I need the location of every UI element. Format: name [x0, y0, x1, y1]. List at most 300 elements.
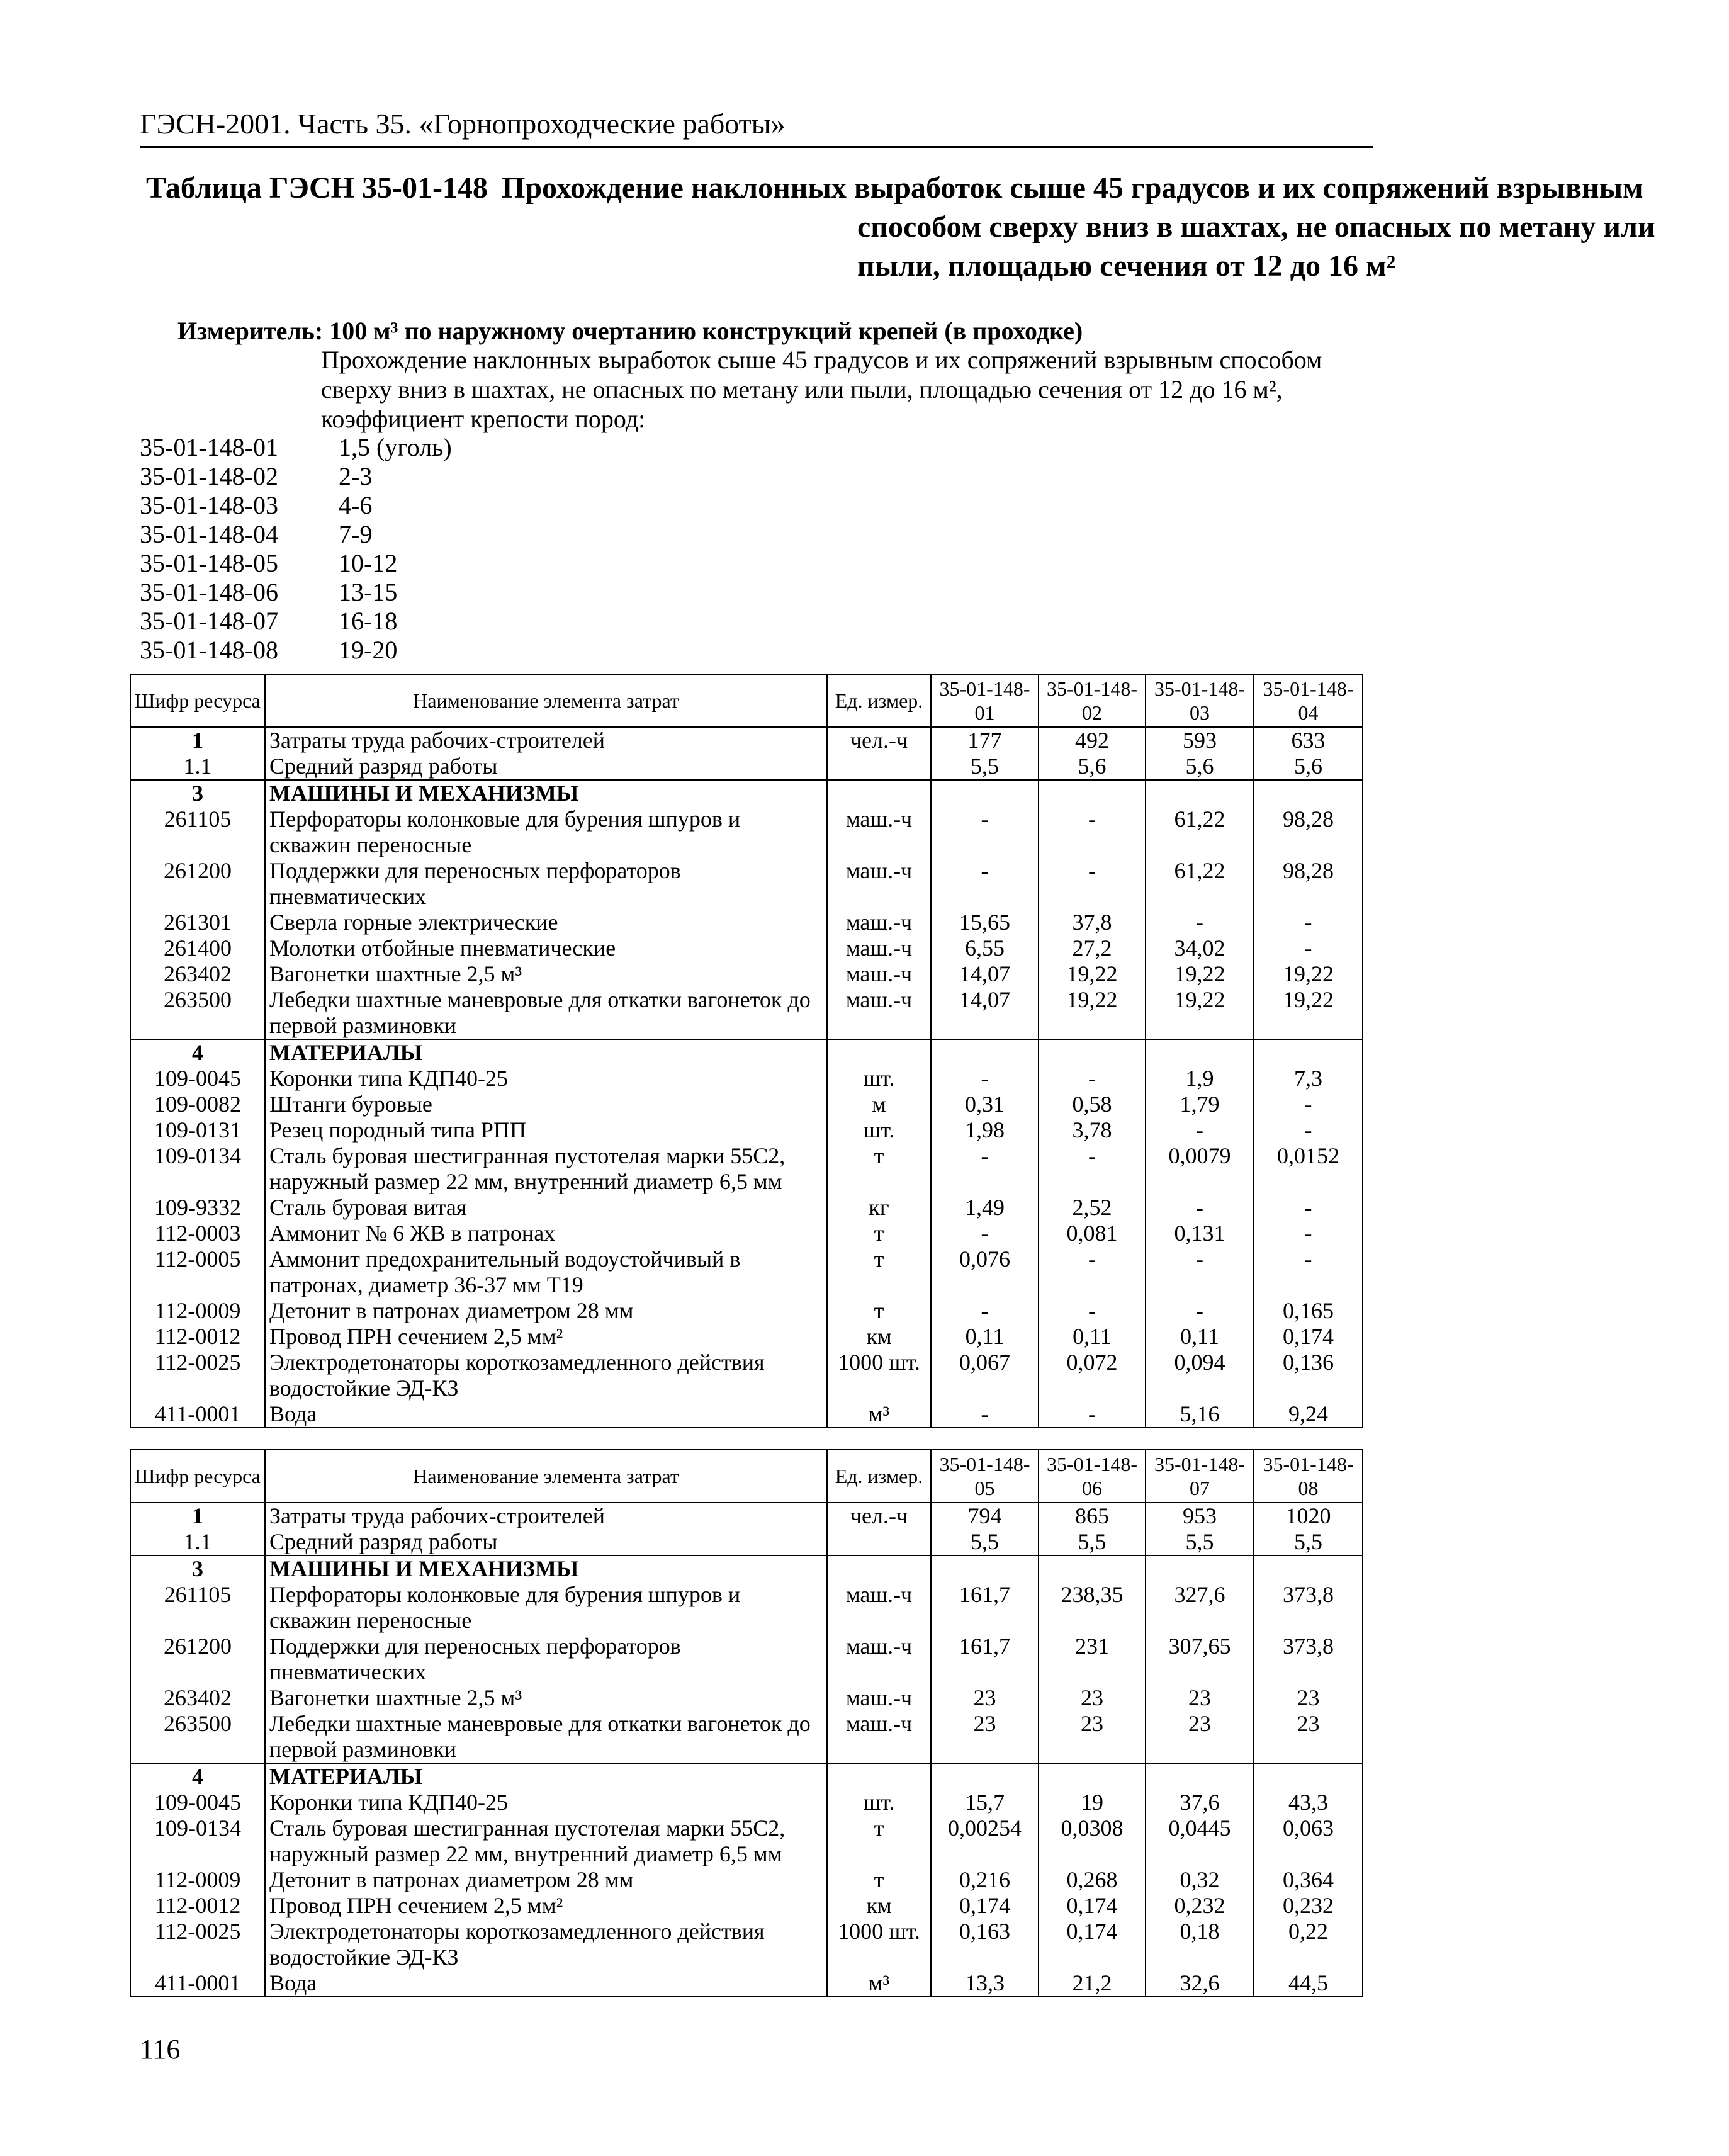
resource-unit: шт.	[827, 1790, 931, 1815]
norm-value: 0,063	[1254, 1815, 1363, 1867]
norm-value: -	[1039, 1246, 1146, 1298]
resource-unit: м	[827, 1092, 931, 1117]
code-list-item	[140, 636, 452, 665]
resource-unit: маш.-ч	[827, 1634, 931, 1685]
norm-value: 161,7	[931, 1634, 1039, 1685]
table-row	[130, 1401, 1363, 1428]
norm-value: 0,136	[1254, 1350, 1363, 1401]
norm-value	[931, 780, 1039, 806]
resource-name: Поддержки для переносных перфораторов пневматических	[265, 1634, 827, 1685]
table-row	[130, 1790, 1363, 1815]
resource-name: Затраты труда рабочих-строителей	[265, 1503, 827, 1529]
norm-value: 0,131	[1146, 1221, 1254, 1246]
resource-name: Поддержки для переносных перфораторов пневматических	[265, 858, 827, 910]
resource-unit: маш.-ч	[827, 806, 931, 858]
resource-unit: маш.-ч	[827, 1711, 931, 1763]
norm-value: 0,18	[1146, 1919, 1254, 1970]
norm-value	[931, 1039, 1039, 1066]
table-row	[130, 1634, 1363, 1685]
norm-value: 0,076	[931, 1246, 1039, 1298]
norm-value: -	[1146, 1246, 1254, 1298]
norm-value: 21,2	[1039, 1970, 1146, 1997]
resource-code: 263402	[130, 961, 265, 987]
norm-value: 13,3	[931, 1970, 1039, 1997]
norm-value: 19,22	[1039, 961, 1146, 987]
norm-value	[1039, 780, 1146, 806]
norm-value: 0,364	[1254, 1867, 1363, 1893]
resource-code: 1	[130, 1503, 265, 1529]
code-list-item	[140, 607, 452, 636]
resource-code: 411-0001	[130, 1401, 265, 1428]
norm-value: 0,072	[1039, 1350, 1146, 1401]
norm-code: 35-01-148-06	[140, 578, 278, 606]
rock-hardness-value: 7-9	[339, 520, 373, 548]
code-list-item	[140, 549, 452, 578]
resource-unit	[827, 1529, 931, 1555]
table-row	[130, 1195, 1363, 1221]
norm-value: 633	[1254, 727, 1363, 753]
norm-value: 0,0079	[1146, 1143, 1254, 1195]
resource-name: Коронки типа КДП40-25	[265, 1790, 827, 1815]
norm-value: 6,55	[931, 935, 1039, 961]
norm-code: 35-01-148-07	[140, 607, 278, 635]
norm-value: 0,11	[931, 1324, 1039, 1350]
rock-hardness-value: 16-18	[339, 607, 398, 635]
norm-value: 23	[1254, 1685, 1363, 1711]
header-col-2: 35-01-148-06	[1039, 1450, 1146, 1503]
norm-value: -	[1254, 935, 1363, 961]
norm-value: 1,49	[931, 1195, 1039, 1221]
norm-value: 865	[1039, 1503, 1146, 1529]
norm-value: 0,0445	[1146, 1815, 1254, 1867]
resource-name: МАТЕРИАЛЫ	[265, 1039, 827, 1066]
norm-value: 0,11	[1039, 1324, 1146, 1350]
resource-code: 112-0003	[130, 1221, 265, 1246]
table-row	[130, 1503, 1363, 1529]
resource-code: 1.1	[130, 753, 265, 780]
norm-value	[931, 1555, 1039, 1582]
resource-name: МАШИНЫ И МЕХАНИЗМЫ	[265, 1555, 827, 1582]
table-row	[130, 727, 1363, 753]
norm-value: 0,216	[931, 1867, 1039, 1893]
resource-code: 261200	[130, 1634, 265, 1685]
norm-value	[1039, 1039, 1146, 1066]
norm-value: 0,268	[1039, 1867, 1146, 1893]
norm-value: 23	[931, 1711, 1039, 1763]
norm-value: 23	[1039, 1711, 1146, 1763]
norm-value: 2,52	[1039, 1195, 1146, 1221]
resource-unit: т	[827, 1221, 931, 1246]
norm-value	[1254, 1039, 1363, 1066]
rock-hardness-value: 1,5 (уголь)	[339, 433, 452, 461]
resource-code: 261400	[130, 935, 265, 961]
resource-unit: кг	[827, 1195, 931, 1221]
resource-name: Коронки типа КДП40-25	[265, 1066, 827, 1092]
norm-value: 19,22	[1039, 987, 1146, 1039]
norm-value: 3,78	[1039, 1117, 1146, 1143]
norm-code: 35-01-148-02	[140, 462, 278, 490]
norm-value: 19,22	[1254, 987, 1363, 1039]
resource-unit: шт.	[827, 1117, 931, 1143]
header-code: Шифр ресурса	[130, 1450, 265, 1503]
resource-code: 109-0045	[130, 1066, 265, 1092]
norm-value: 5,5	[931, 753, 1039, 780]
resource-code: 112-0025	[130, 1350, 265, 1401]
table-row	[130, 1711, 1363, 1763]
resource-name: Провод ПРН сечением 2,5 мм²	[265, 1324, 827, 1350]
norm-value: 19,22	[1146, 961, 1254, 987]
header-name: Наименование элемента затрат	[265, 1450, 827, 1503]
norm-value: -	[931, 1221, 1039, 1246]
resource-name: Детонит в патронах диаметром 28 мм	[265, 1298, 827, 1324]
norm-value: 9,24	[1254, 1401, 1363, 1428]
header-name: Наименование элемента затрат	[265, 674, 827, 727]
norm-value: 98,28	[1254, 806, 1363, 858]
resource-name: Провод ПРН сечением 2,5 мм²	[265, 1893, 827, 1919]
table-row	[130, 1324, 1363, 1350]
resource-unit: км	[827, 1324, 931, 1350]
norm-value: -	[1039, 1401, 1146, 1428]
resource-unit: маш.-ч	[827, 1685, 931, 1711]
norm-value: 0,174	[1254, 1324, 1363, 1350]
norm-value: 32,6	[1146, 1970, 1254, 1997]
resource-name: Сталь буровая шестигранная пустотелая марки 55С2, наружный размер 22 мм, внутренний диаметр 6,5 мм	[265, 1143, 827, 1195]
norm-value: -	[1039, 858, 1146, 910]
code-list-item	[140, 462, 452, 491]
norm-value: 5,16	[1146, 1401, 1254, 1428]
table-row	[130, 1685, 1363, 1711]
resource-unit: м³	[827, 1401, 931, 1428]
norm-value: 0,32	[1146, 1867, 1254, 1893]
resource-unit	[827, 753, 931, 780]
table-row	[130, 1221, 1363, 1246]
resource-unit: т	[827, 1867, 931, 1893]
norm-value: 5,5	[1254, 1529, 1363, 1555]
norm-value: 19,22	[1146, 987, 1254, 1039]
resource-name: Перфораторы колонковые для бурения шпуров и скважин переносные	[265, 1582, 827, 1634]
resource-code: 112-0005	[130, 1246, 265, 1298]
norm-value: 37,8	[1039, 910, 1146, 935]
norm-value: 231	[1039, 1634, 1146, 1685]
norm-value: -	[1039, 1298, 1146, 1324]
norm-code: 35-01-148-08	[140, 636, 278, 664]
resource-code: 263402	[130, 1685, 265, 1711]
norm-value: 0,58	[1039, 1092, 1146, 1117]
header-unit: Ед. измер.	[827, 1450, 931, 1503]
resource-code: 1.1	[130, 1529, 265, 1555]
resource-code: 109-9332	[130, 1195, 265, 1221]
table-row	[130, 1092, 1363, 1117]
measure-unit: Измеритель: 100 м³ по наружному очертанию конструкций крепей (в проходке)	[177, 317, 1083, 345]
norm-value: 0,31	[931, 1092, 1039, 1117]
table-row	[130, 1582, 1363, 1634]
resource-unit: шт.	[827, 1066, 931, 1092]
table-row	[130, 780, 1363, 806]
norm-value	[1039, 1555, 1146, 1582]
header-col-4: 35-01-148-08	[1254, 1450, 1363, 1503]
norm-value: 5,6	[1254, 753, 1363, 780]
resource-unit: м³	[827, 1970, 931, 1997]
table-row	[130, 935, 1363, 961]
norm-value: -	[931, 858, 1039, 910]
resource-name: Сталь буровая витая	[265, 1195, 827, 1221]
table-row	[130, 806, 1363, 858]
code-list-item	[140, 578, 452, 607]
norm-value: 44,5	[1254, 1970, 1363, 1997]
table-row	[130, 1117, 1363, 1143]
table-row	[130, 1066, 1363, 1092]
norm-value: 0,00254	[931, 1815, 1039, 1867]
table-row	[130, 1763, 1363, 1790]
norm-value: 0,067	[931, 1350, 1039, 1401]
resource-code: 3	[130, 780, 265, 806]
resource-code: 261200	[130, 858, 265, 910]
norm-value: -	[1146, 1298, 1254, 1324]
resource-table-1	[130, 674, 1363, 1428]
table-row	[130, 858, 1363, 910]
resource-code: 109-0082	[130, 1092, 265, 1117]
resource-unit: т	[827, 1143, 931, 1195]
norm-value: 5,5	[931, 1529, 1039, 1555]
norm-value: 794	[931, 1503, 1039, 1529]
resource-code: 3	[130, 1555, 265, 1582]
resource-code: 109-0134	[130, 1815, 265, 1867]
header-rule	[140, 146, 1373, 148]
norm-value	[1039, 1763, 1146, 1790]
norm-value: 7,3	[1254, 1066, 1363, 1092]
code-list-item	[140, 491, 452, 520]
norm-value: -	[1039, 806, 1146, 858]
norm-value: 23	[1254, 1711, 1363, 1763]
resource-unit: т	[827, 1298, 931, 1324]
table-row	[130, 910, 1363, 935]
table-row	[130, 753, 1363, 780]
rock-hardness-value: 2-3	[339, 462, 373, 490]
header-code: Шифр ресурса	[130, 674, 265, 727]
resource-name: Вода	[265, 1970, 827, 1997]
header-col-1: 35-01-148-01	[931, 674, 1039, 727]
header-col-3: 35-01-148-07	[1146, 1450, 1254, 1503]
norm-value: 238,35	[1039, 1582, 1146, 1634]
rock-hardness-value: 4-6	[339, 491, 373, 519]
norm-value: -	[931, 806, 1039, 858]
resource-code: 1	[130, 727, 265, 753]
resource-code: 112-0012	[130, 1324, 265, 1350]
norm-value: 98,28	[1254, 858, 1363, 910]
norm-value: 0,165	[1254, 1298, 1363, 1324]
norm-value	[1146, 780, 1254, 806]
page-number: 116	[140, 2034, 181, 2065]
norm-value: 161,7	[931, 1582, 1039, 1634]
resource-code: 109-0045	[130, 1790, 265, 1815]
norm-value: 5,5	[1146, 1529, 1254, 1555]
norm-value: 37,6	[1146, 1790, 1254, 1815]
norm-value: 1,9	[1146, 1066, 1254, 1092]
norm-value: 0,0152	[1254, 1143, 1363, 1195]
resource-name: Резец породный типа РПП	[265, 1117, 827, 1143]
resource-name: Вода	[265, 1401, 827, 1428]
rock-hardness-value: 13-15	[339, 578, 398, 606]
norm-value: 34,02	[1146, 935, 1254, 961]
table-row	[130, 1529, 1363, 1555]
norm-value: -	[931, 1066, 1039, 1092]
resource-name: Молотки отбойные пневматические	[265, 935, 827, 961]
resource-name: Лебедки шахтные маневровые для откатки вагонеток до первой разминовки	[265, 1711, 827, 1763]
running-header: ГЭСН-2001. Часть 35. «Горнопроходческие работы»	[140, 108, 786, 140]
resource-unit	[827, 1039, 931, 1066]
table-row	[130, 987, 1363, 1039]
norm-value: 5,6	[1146, 753, 1254, 780]
norm-code: 35-01-148-05	[140, 549, 278, 577]
resource-unit: маш.-ч	[827, 987, 931, 1039]
norm-value: 61,22	[1146, 858, 1254, 910]
norm-value: 5,6	[1039, 753, 1146, 780]
norm-value: 177	[931, 727, 1039, 753]
norm-code: 35-01-148-01	[140, 433, 278, 461]
resource-name: Аммонит № 6 ЖВ в патронах	[265, 1221, 827, 1246]
norm-value: 43,3	[1254, 1790, 1363, 1815]
norm-value: 593	[1146, 727, 1254, 753]
code-list-item	[140, 520, 452, 549]
resource-code: 112-0025	[130, 1919, 265, 1970]
resource-unit: маш.-ч	[827, 858, 931, 910]
header-col-4: 35-01-148-04	[1254, 674, 1363, 727]
norm-value: 15,65	[931, 910, 1039, 935]
norm-value: 0,11	[1146, 1324, 1254, 1350]
norm-value	[1254, 1555, 1363, 1582]
norm-value: 373,8	[1254, 1634, 1363, 1685]
norm-value: -	[1146, 1117, 1254, 1143]
norm-value: 15,7	[931, 1790, 1039, 1815]
resource-name: Затраты труда рабочих-строителей	[265, 727, 827, 753]
norm-value: 953	[1146, 1503, 1254, 1529]
code-list-item	[140, 433, 452, 462]
norm-value: -	[1039, 1066, 1146, 1092]
resource-code: 112-0009	[130, 1298, 265, 1324]
table-row	[130, 1143, 1363, 1195]
norm-value: 61,22	[1146, 806, 1254, 858]
resource-name: Средний разряд работы	[265, 753, 827, 780]
norm-value: 1,98	[931, 1117, 1039, 1143]
norm-value: 0,22	[1254, 1919, 1363, 1970]
resource-code: 261105	[130, 806, 265, 858]
resource-code: 112-0012	[130, 1893, 265, 1919]
resource-name: МАШИНЫ И МЕХАНИЗМЫ	[265, 780, 827, 806]
norm-value: 14,07	[931, 961, 1039, 987]
norm-code: 35-01-148-03	[140, 491, 278, 519]
norm-value	[1146, 1555, 1254, 1582]
norm-value: 23	[931, 1685, 1039, 1711]
norm-value: 1020	[1254, 1503, 1363, 1529]
resource-unit: чел.-ч	[827, 727, 931, 753]
resource-name: Электродетонаторы короткозамедленного действия водостойкие ЭД-КЗ	[265, 1350, 827, 1401]
table-row	[130, 1919, 1363, 1970]
table-row	[130, 1815, 1363, 1867]
norm-value: 0,094	[1146, 1350, 1254, 1401]
norm-value: 27,2	[1039, 935, 1146, 961]
norm-value: -	[1039, 1143, 1146, 1195]
resource-unit	[827, 1555, 931, 1582]
resource-name: Вагонетки шахтные 2,5 м³	[265, 1685, 827, 1711]
resource-unit: 1000 шт.	[827, 1919, 931, 1970]
resource-code: 109-0131	[130, 1117, 265, 1143]
norm-value	[931, 1763, 1039, 1790]
resource-code: 4	[130, 1763, 265, 1790]
norm-value: -	[1254, 1221, 1363, 1246]
resource-name: Аммонит предохранительный водоустойчивый в патронах, диаметр 36-37 мм Т19	[265, 1246, 827, 1298]
resource-name: Детонит в патронах диаметром 28 мм	[265, 1867, 827, 1893]
norm-value: 14,07	[931, 987, 1039, 1039]
rock-hardness-value: 19-20	[339, 636, 398, 664]
table-row	[130, 1350, 1363, 1401]
norm-value: -	[931, 1401, 1039, 1428]
resource-name: МАТЕРИАЛЫ	[265, 1763, 827, 1790]
resource-name: Перфораторы колонковые для бурения шпуров и скважин переносные	[265, 806, 827, 858]
norm-value: -	[1146, 1195, 1254, 1221]
work-description: Прохождение наклонных выработок сыше 45 градусов и их сопряжений взрывным способом сверху вниз в шахтах, не опасных по метану или пыли, площадью сечения от 12 до 16 м², коэффициент крепости пород:	[321, 346, 1322, 433]
table-row	[130, 1893, 1363, 1919]
resource-unit	[827, 780, 931, 806]
norm-value: -	[1254, 1092, 1363, 1117]
norm-value: 23	[1039, 1685, 1146, 1711]
table-row	[130, 1970, 1363, 1997]
resource-unit: маш.-ч	[827, 961, 931, 987]
norm-value: 492	[1039, 727, 1146, 753]
norm-value: 19,22	[1254, 961, 1363, 987]
norm-code: 35-01-148-04	[140, 520, 278, 548]
resource-name: Штанги буровые	[265, 1092, 827, 1117]
resource-unit: т	[827, 1815, 931, 1867]
resource-code: 263500	[130, 987, 265, 1039]
resource-code: 261301	[130, 910, 265, 935]
header-unit: Ед. измер.	[827, 674, 931, 727]
header-col-3: 35-01-148-03	[1146, 674, 1254, 727]
norm-value: -	[1146, 910, 1254, 935]
norm-value: -	[931, 1298, 1039, 1324]
resource-code: 263500	[130, 1711, 265, 1763]
resource-table-2	[130, 1449, 1363, 1997]
norm-value: 0,232	[1146, 1893, 1254, 1919]
table-row	[130, 1867, 1363, 1893]
norm-value: 1,79	[1146, 1092, 1254, 1117]
code-list	[140, 433, 452, 665]
resource-unit: чел.-ч	[827, 1503, 931, 1529]
resource-name: Сталь буровая шестигранная пустотелая марки 55С2, наружный размер 22 мм, внутренний диаметр 6,5 мм	[265, 1815, 827, 1867]
resource-code: 261105	[130, 1582, 265, 1634]
title-text: Прохождение наклонных выработок сыше 45 градусов и их сопряжений взрывным способом сверху вниз в шахтах, не опасных по метану или пыли, площадью сечения от 12 до 16 м²	[502, 171, 1655, 283]
norm-value	[1254, 780, 1363, 806]
resource-name: Вагонетки шахтные 2,5 м³	[265, 961, 827, 987]
norm-value: 327,6	[1146, 1582, 1254, 1634]
resource-unit: км	[827, 1893, 931, 1919]
resource-name: Лебедки шахтные маневровые для откатки вагонеток до первой разминовки	[265, 987, 827, 1039]
resource-unit: маш.-ч	[827, 935, 931, 961]
resource-unit: маш.-ч	[827, 910, 931, 935]
resource-code: 4	[130, 1039, 265, 1066]
resource-name: Средний разряд работы	[265, 1529, 827, 1555]
norm-value: 0,174	[1039, 1919, 1146, 1970]
norm-value: 0,163	[931, 1919, 1039, 1970]
norm-value: -	[1254, 1246, 1363, 1298]
resource-name: Электродетонаторы короткозамедленного действия водостойкие ЭД-КЗ	[265, 1919, 827, 1970]
norm-value	[1146, 1039, 1254, 1066]
resource-unit: 1000 шт.	[827, 1350, 931, 1401]
resource-unit	[827, 1763, 931, 1790]
norm-value: 0,174	[1039, 1893, 1146, 1919]
table-row	[130, 1555, 1363, 1582]
norm-value	[1254, 1763, 1363, 1790]
norm-value: 19	[1039, 1790, 1146, 1815]
